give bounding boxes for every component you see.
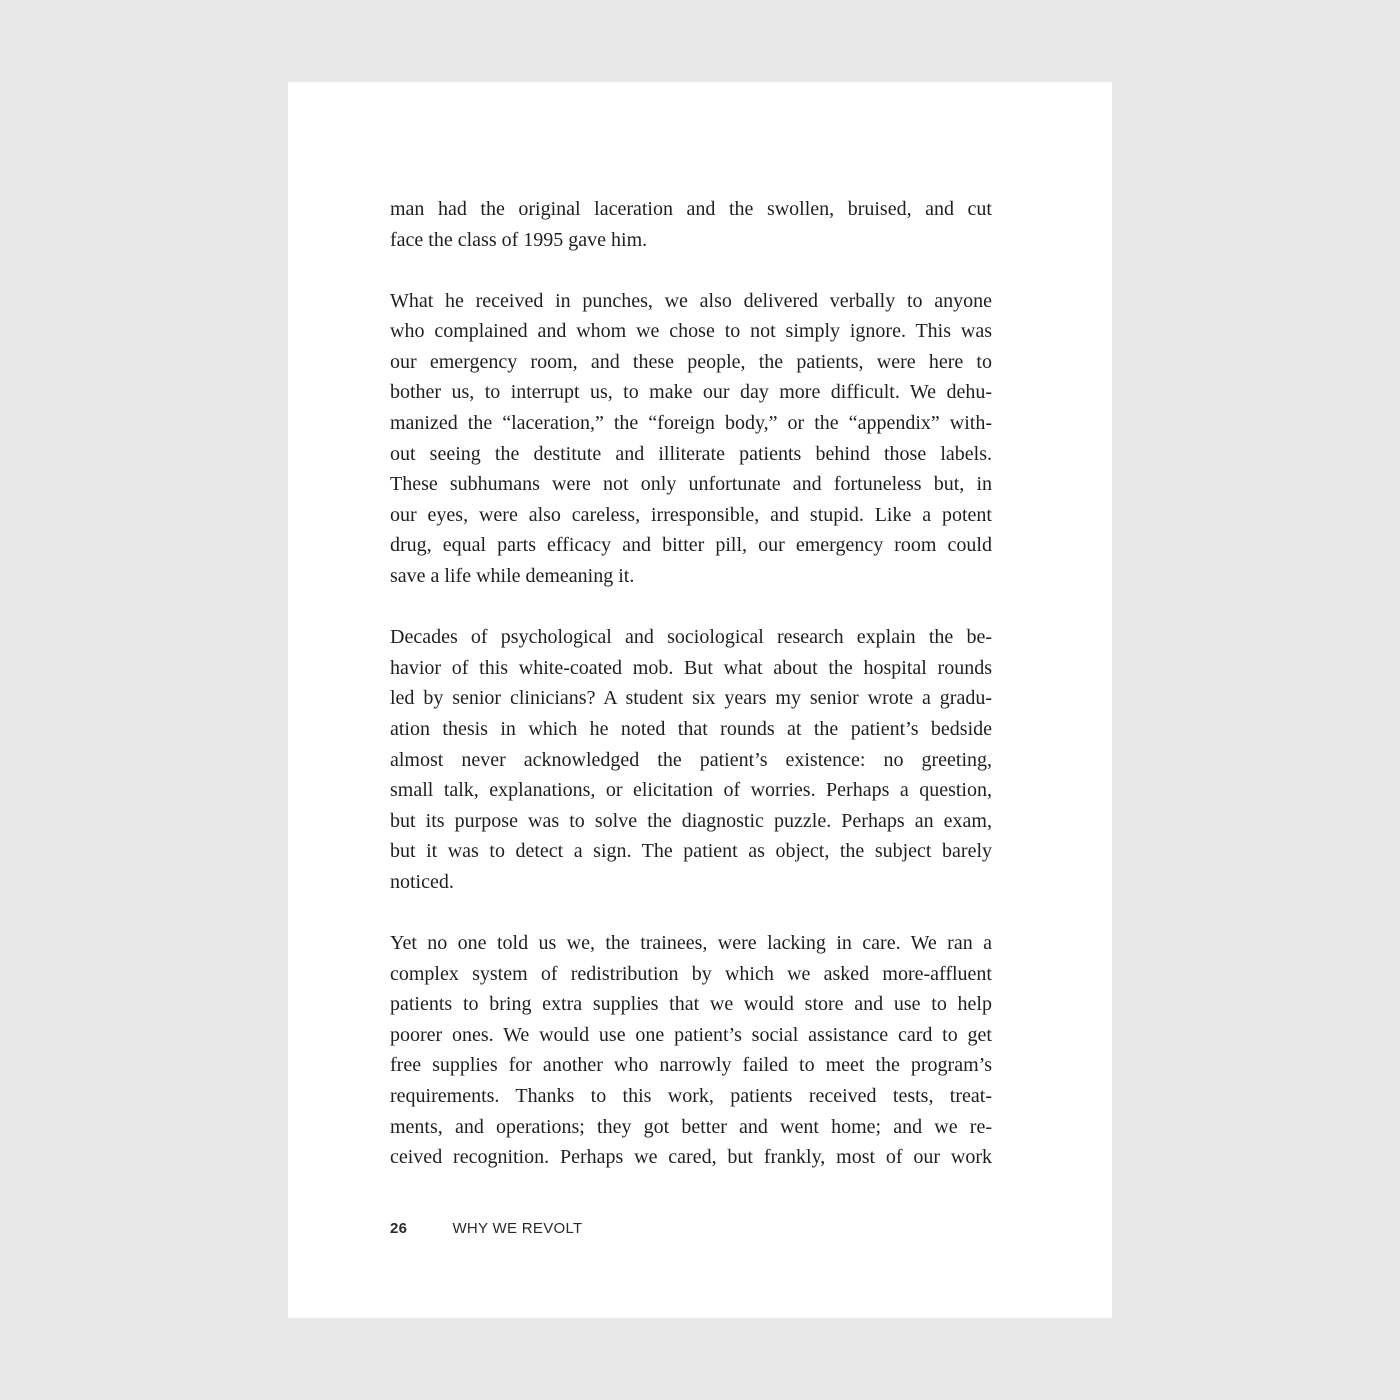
- text-line: drug, equal parts efficacy and bitter pill, our emergency room could: [390, 534, 992, 557]
- page-footer: [390, 1220, 583, 1237]
- text-line: ation thesis in which he noted that rounds at the patient’s bedside: [390, 717, 992, 740]
- text-line: our eyes, were also careless, irresponsible, and stupid. Like a potent: [390, 503, 992, 526]
- paragraph: [390, 286, 992, 592]
- text-line: Decades of psychological and sociological research explain the be-: [390, 626, 992, 649]
- paragraph-gap: [390, 897, 992, 928]
- text-line: These subhumans were not only unfortunate and fortuneless but, in: [390, 473, 992, 496]
- paragraph: [390, 194, 992, 255]
- paragraph-gap: [390, 255, 992, 286]
- text-line: ceived recognition. Perhaps we cared, but frankly, most of our work: [390, 1146, 992, 1169]
- text-line: out seeing the destitute and illiterate patients behind those labels.: [390, 442, 992, 465]
- text-line: led by senior clinicians? A student six years my senior wrote a gradu-: [390, 687, 992, 710]
- text-line: complex system of redistribution by which we asked more-affluent: [390, 962, 992, 985]
- text-line: manized the “laceration,” the “foreign body,” or the “appendix” with-: [390, 412, 992, 435]
- paragraph: [390, 928, 992, 1173]
- text-line: but its purpose was to solve the diagnostic puzzle. Perhaps an exam,: [390, 809, 992, 832]
- text-line: What he received in punches, we also delivered verbally to anyone: [390, 289, 992, 312]
- text-line: poorer ones. We would use one patient’s social assistance card to get: [390, 1023, 992, 1046]
- text-line: but it was to detect a sign. The patient as object, the subject barely: [390, 840, 992, 863]
- text-line: patients to bring extra supplies that we would store and use to help: [390, 993, 992, 1016]
- book-page: [288, 82, 1112, 1318]
- text-line: our emergency room, and these people, the patients, were here to: [390, 350, 992, 373]
- text-line: small talk, explanations, or elicitation of worries. Perhaps a question,: [390, 779, 992, 802]
- text-line: requirements. Thanks to this work, patients received tests, treat-: [390, 1084, 992, 1107]
- paragraph: [390, 622, 992, 897]
- text-line: who complained and whom we chose to not simply ignore. This was: [390, 320, 992, 343]
- text-line: noticed.: [390, 870, 454, 893]
- text-line: face the class of 1995 gave him.: [390, 228, 648, 251]
- running-head: WHY WE REVOLT: [452, 1220, 583, 1237]
- body-text: [390, 194, 992, 1173]
- text-line: man had the original laceration and the swollen, bruised, and cut: [390, 198, 992, 220]
- text-line: almost never acknowledged the patient’s existence: no greeting,: [390, 748, 992, 771]
- page-number: 26: [390, 1220, 408, 1237]
- text-line: Yet no one told us we, the trainees, were lacking in care. We ran a: [390, 931, 992, 954]
- text-line: bother us, to interrupt us, to make our day more difficult. We dehu-: [390, 381, 992, 404]
- text-line: ments, and operations; they got better and went home; and we re-: [390, 1115, 992, 1138]
- text-line: free supplies for another who narrowly failed to meet the program’s: [390, 1054, 992, 1077]
- paragraph-gap: [390, 592, 992, 623]
- text-line: havior of this white-coated mob. But what about the hospital rounds: [390, 656, 992, 679]
- text-line: save a life while demeaning it.: [390, 565, 635, 588]
